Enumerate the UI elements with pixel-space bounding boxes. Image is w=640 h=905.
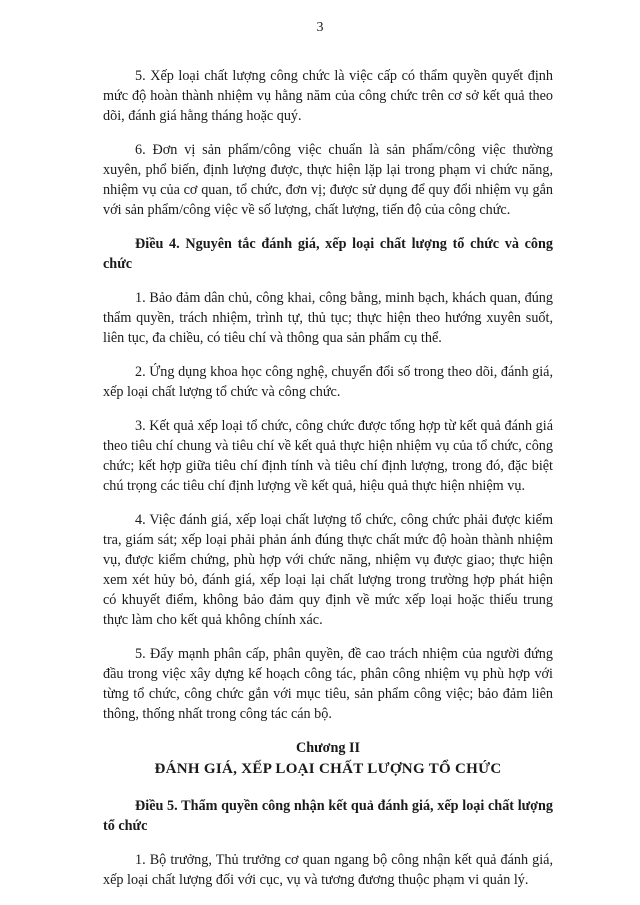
article-4-heading: Điều 4. Nguyên tắc đánh giá, xếp loại chất lượng tổ chức và công chức [103, 236, 553, 272]
article-4-clause-4: 4. Việc đánh giá, xếp loại chất lượng tổ chức, công chức phải được kiểm tra, giám sát; xếp loại phải phản ánh đúng thực chất mức độ hoàn thành nhiệm vụ, được kiểm chứng, phù hợp với chức năng, nhiệm vụ được giao; thực hiện xem xét hủy bỏ, đánh giá, xếp loại lại chất lượng trong trường hợp phát hiện có khuyết điểm, không bảo đảm quy định về mức xếp loại hoặc thiếu trung thực làm cho kết quả không chính xác. [103, 512, 553, 628]
page-number: 3 [316, 20, 324, 35]
chapter-heading [103, 738, 553, 780]
document-body [103, 66, 553, 904]
article-4-clause-1: 1. Bảo đảm dân chủ, công khai, công bằng, minh bạch, khách quan, đúng thẩm quyền, trách nhiệm, trình tự, thủ tục; thực hiện theo hướng xuyên suốt, liên tục, đa chiều, có tiêu chí và thông qua sản phẩm cụ thể. [103, 290, 553, 346]
definition-5: 5. Xếp loại chất lượng công chức là việc cấp có thẩm quyền quyết định mức độ hoàn thành nhiệm vụ hằng năm của công chức trên cơ sở kết quả theo dõi, đánh giá hằng tháng hoặc quý. [103, 68, 553, 124]
definition-6: 6. Đơn vị sản phẩm/công việc chuẩn là sản phẩm/công việc thường xuyên, phổ biến, định lượng được, thực hiện lặp lại trong phạm vi chức năng, nhiệm vụ của cơ quan, tổ chức, đơn vị; được sử dụng để quy đổi nhiệm vụ gắn với sản phẩm/công việc về số lượng, chất lượng, tiến độ của công chức. [103, 142, 553, 218]
article-5-clause-1: 1. Bộ trưởng, Thủ trưởng cơ quan ngang bộ công nhận kết quả đánh giá, xếp loại chất lượng đối với cục, vụ và tương đương thuộc phạm vi quản lý. [103, 852, 553, 888]
article-4-clause-3: 3. Kết quả xếp loại tổ chức, công chức được tổng hợp từ kết quả đánh giá theo tiêu chí chung và tiêu chí về kết quả thực hiện nhiệm vụ của tổ chức, công chức; kết hợp giữa tiêu chí định tính và tiêu chí định lượng, trong đó, đặc biệt chú trọng các tiêu chí định lượng về kết quả, hiệu quả thực hiện nhiệm vụ. [103, 418, 553, 494]
chapter-label: Chương II [295, 740, 361, 756]
article-4-clause-5: 5. Đẩy mạnh phân cấp, phân quyền, đề cao trách nhiệm của người đứng đầu trong việc xây dựng kế hoạch công tác, phân công nhiệm vụ phù hợp với từng tổ chức, công chức gắn với mục tiêu, sản phẩm công việc; bảo đảm liên thông, thống nhất trong công tác cán bộ. [103, 646, 553, 722]
article-5-heading: Điều 5. Thẩm quyền công nhận kết quả đánh giá, xếp loại chất lượng tổ chức [103, 798, 553, 834]
article-4-clause-2: 2. Ứng dụng khoa học công nghệ, chuyển đổi số trong theo dõi, đánh giá, xếp loại chất lượng tổ chức và công chức. [103, 364, 553, 400]
chapter-title: ĐÁNH GIÁ, XẾP LOẠI CHẤT LƯỢNG TỔ CHỨC [154, 761, 502, 777]
